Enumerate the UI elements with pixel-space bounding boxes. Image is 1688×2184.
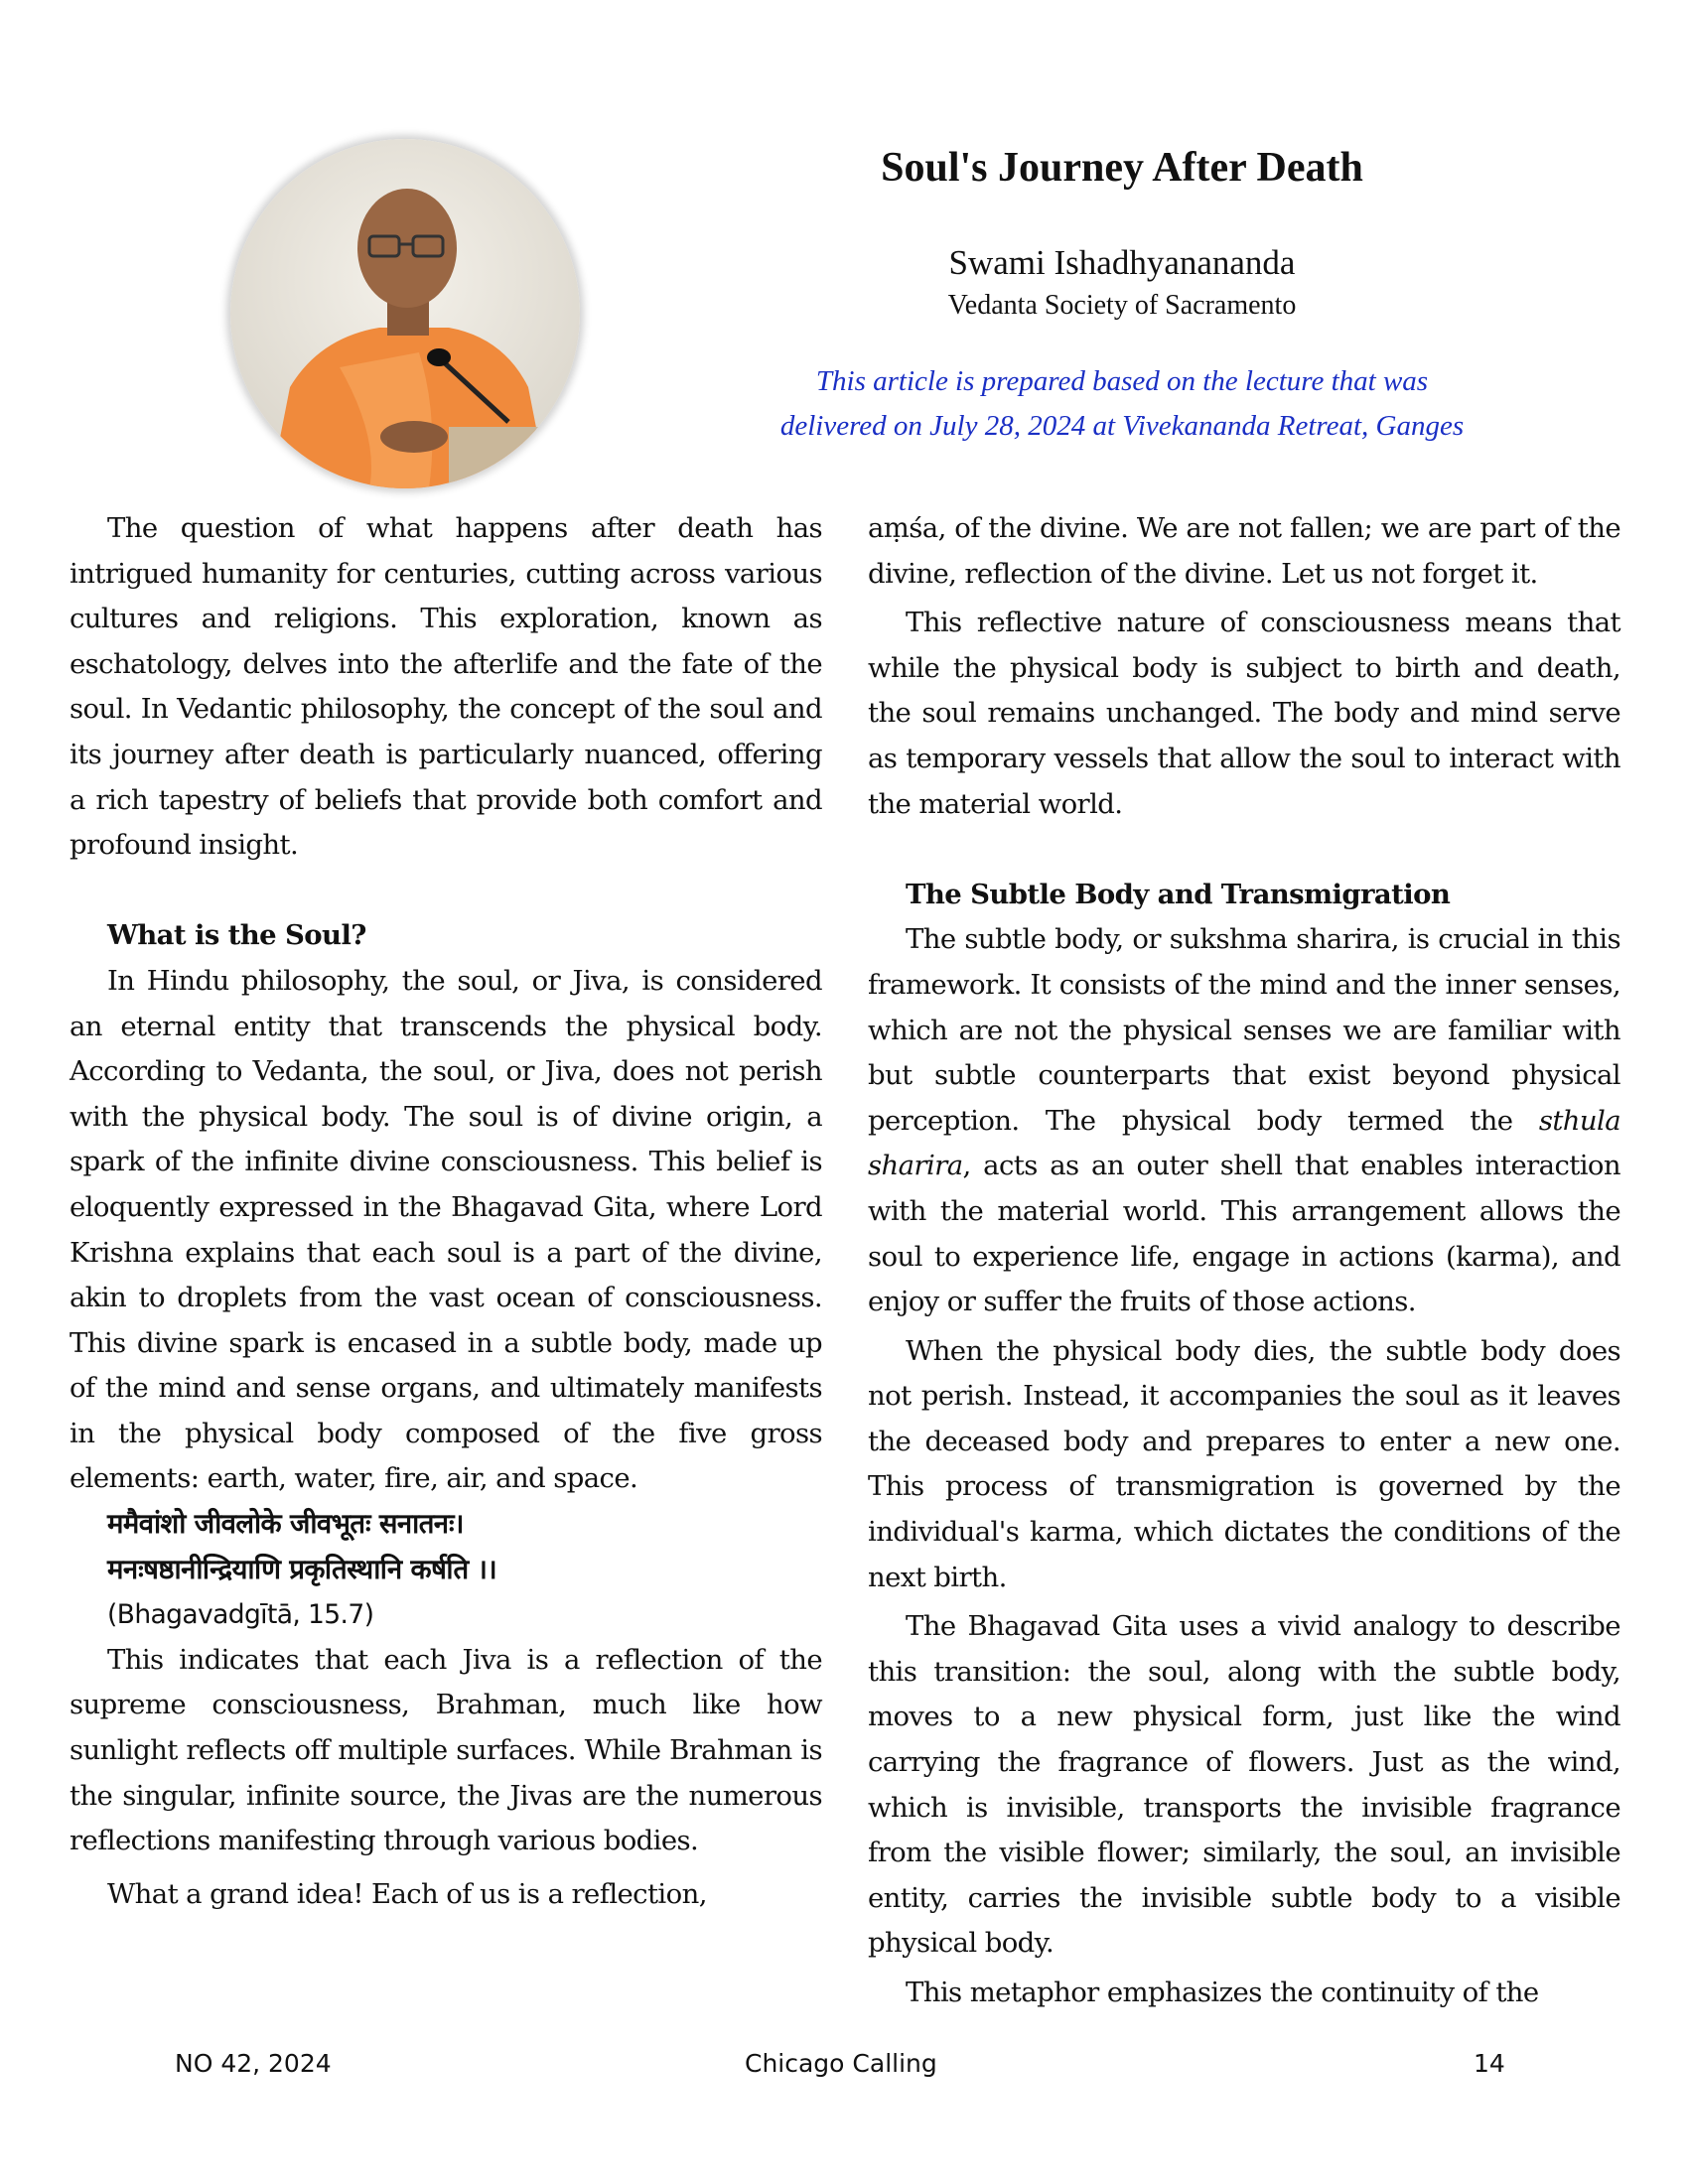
paragraph: This metaphor emphasizes the continuity of the	[906, 1977, 1539, 2008]
lecture-note-line1: This article is prepared based on the lecture that was	[815, 365, 1429, 397]
author-affiliation: Vedanta Society of Sacramento	[947, 290, 1297, 321]
verse-citation: (Bhagavadgītā, 15.7)	[107, 1599, 374, 1631]
paragraph-text: The subtle body, or sukshma sharira, is crucial in this framework. It consists of the mind and the inner senses, which are not the physical senses we are familiar with but subtle counterparts that exist beyond physical perception. The physical body termed the	[868, 923, 1620, 1137]
right-column	[868, 506, 1620, 2016]
sanskrit-verse-line: मनःषष्ठानीन्द्रियाणि प्रकृतिस्थानि कर्षति ।।	[107, 1553, 497, 1585]
lecture-note-line2: delivered on July 28, 2024 at Vivekananda Retreat, Ganges	[779, 410, 1465, 442]
paragraph: In Hindu philosophy, the soul, or Jiva, is considered an eternal entity that transcends the physical body. According to Vedanta, the soul, or Jiva, does not perish with the physical body. The soul is of divine origin, a spark of the infinite divine consciousness. This belief is eloquently expressed in the Bhagavad Gita, where Lord Krishna explains that each soul is a part of the divine, akin to droplets from the vast ocean of consciousness. This divine spark is encased in a subtle body, made up of the mind and sense organs, and ultimately manifests in the physical body composed of the five gross elements: earth, water, fire, air, and space.	[70, 964, 822, 1495]
lecture-note	[695, 359, 1549, 449]
paragraph: What a grand idea! Each of us is a reflection,	[107, 1877, 707, 1910]
speaker-illustration	[230, 139, 580, 488]
section-heading: The Subtle Body and Transmigration	[906, 878, 1451, 910]
paragraph: The Bhagavad Gita uses a vivid analogy to describe this transition: the soul, along with the subtle body, moves to a new physical form, just like the wind carrying the fragrance of flowers. Just as the wind, which is invisible, transports the invisible fragrance from the visible flower; similarly, the soul, an invisible entity, carries the invisible subtle body to a visible physical body.	[868, 1610, 1620, 1960]
section-heading: What is the Soul?	[107, 919, 366, 952]
left-column	[70, 506, 822, 1917]
footer-page-number: 14	[1474, 2049, 1505, 2078]
paragraph: aṃśa, of the divine. We are not fallen; we are part of the divine, reflection of the divine. Let us not forget it.	[868, 512, 1620, 590]
paragraph: The question of what happens after death has intrigued humanity for centuries, cutting across various cultures and religions. This exploration, known as eschatology, delves into the afterlife and the fate of the soul. In Vedantic philosophy, the concept of the soul and its journey after death is particularly nuanced, offering a rich tapestry of beliefs that provide both comfort and profound insight.	[70, 512, 822, 862]
article-title: Soul's Journey After Death	[881, 145, 1363, 191]
footer-publication: Chicago Calling	[745, 2049, 937, 2078]
paragraph: This indicates that each Jiva is a reflection of the supreme consciousness, Brahman, much like how sunlight reflects off multiple surfaces. While Brahman is the singular, infinite source, the Jivas are the numerous reflections manifesting through various bodies.	[70, 1643, 822, 1857]
author-name: Swami Ishadhyanananda	[948, 243, 1296, 282]
footer-issue: NO 42, 2024	[175, 2049, 332, 2078]
paragraph: When the physical body dies, the subtle body does not perish. Instead, it accompanies the soul as it leaves the deceased body and prepares to enter a new one. This process of transmigration is governed by the individual's karma, which dictates the conditions of the next birth.	[868, 1334, 1620, 1593]
italic-term: sthula sharira	[868, 1104, 1620, 1182]
paragraph	[868, 917, 1620, 1324]
paragraph-text: , acts as an outer shell that enables interaction with the material world. This arrangement allows the soul to experience life, engage in actions (karma), and enjoy or suffer the fruits of those actions.	[868, 1150, 1620, 1318]
paragraph: This reflective nature of consciousness means that while the physical body is subject to birth and death, the soul remains unchanged. The body and mind serve as temporary vessels that allow the soul to interact with the material world.	[868, 607, 1620, 820]
speaker-photo	[230, 139, 580, 488]
sanskrit-verse-line: ममैवांशो जीवलोके जीवभूतः सनातनः।	[107, 1508, 464, 1541]
